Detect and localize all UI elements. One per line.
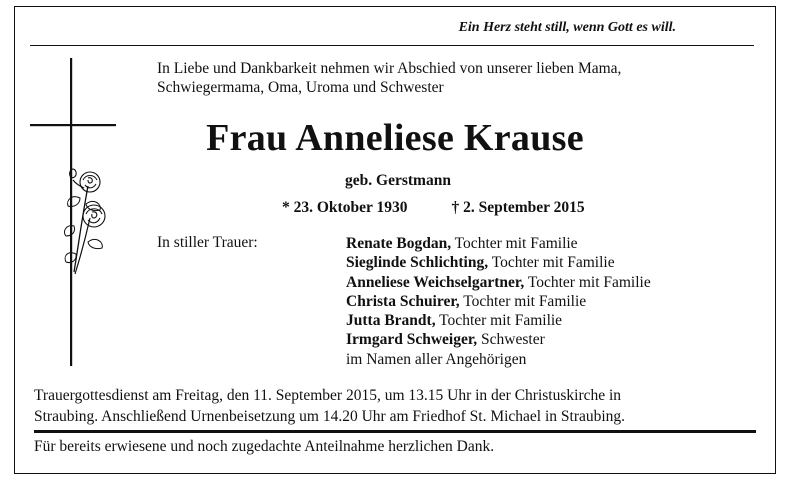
mourner-row bbox=[346, 330, 766, 349]
service-info bbox=[34, 386, 759, 427]
mourning-label: In stiller Trauer: bbox=[157, 234, 258, 251]
mourner-row bbox=[346, 311, 766, 330]
thanks-text: Für bereits erwiesene und noch zugedachte Anteilnahme herzlichen Dank. bbox=[34, 438, 495, 455]
mourner-row bbox=[346, 292, 766, 311]
mourners-list bbox=[346, 234, 766, 369]
deceased-name: Frau Anneliese Krause bbox=[206, 117, 584, 159]
life-dates bbox=[282, 199, 585, 217]
mourner-name: Anneliese Weichselgartner, bbox=[346, 273, 525, 291]
mourner-relation: Tochter mit Familie bbox=[524, 273, 651, 291]
death-date: † 2. September 2015 bbox=[451, 199, 585, 216]
intro-line-2: Schwiegermama, Oma, Uroma und Schwester bbox=[157, 79, 444, 96]
mourner-row bbox=[346, 253, 766, 272]
mourner-relation: Schwester bbox=[477, 331, 545, 349]
mourner-row bbox=[346, 273, 766, 292]
mourner-relation: Tochter mit Familie bbox=[451, 235, 578, 252]
mourner-name: Jutta Brandt, bbox=[346, 312, 436, 330]
top-divider bbox=[30, 45, 754, 46]
bottom-divider bbox=[34, 430, 756, 433]
mourner-relation: Tochter mit Familie bbox=[488, 254, 615, 272]
birth-date: * 23. Oktober 1930 bbox=[282, 199, 408, 216]
intro-line-1: In Liebe und Dankbarkeit nehmen wir Abschied von unserer lieben Mama, bbox=[157, 60, 622, 77]
mourner-relation: Tochter mit Familie bbox=[459, 292, 587, 310]
mourner-row bbox=[346, 234, 766, 253]
service-line-1: Trauergottesdienst am Freitag, den 11. September 2015, um 13.15 Uhr in der Christuskirche in bbox=[34, 387, 622, 404]
mourners-closing: im Namen aller Angehörigen bbox=[346, 350, 527, 368]
maiden-name: geb. Gerstmann bbox=[345, 172, 451, 189]
motto: Ein Herz steht still, wenn Gott es will. bbox=[458, 20, 676, 35]
mourner-name: Renate Bogdan, bbox=[346, 235, 452, 252]
mourner-name: Irmgard Schweiger, bbox=[346, 331, 478, 349]
intro-text bbox=[157, 59, 717, 97]
mourner-name: Christa Schuirer, bbox=[346, 292, 460, 310]
cross-with-roses-icon bbox=[30, 58, 120, 368]
service-line-2: Straubing. Anschließend Urnenbeisetzung um 14.20 Uhr am Friedhof St. Michael in Straubing. bbox=[34, 407, 626, 425]
mourner-relation: Tochter mit Familie bbox=[435, 312, 563, 330]
mourner-name: Sieglinde Schlichting, bbox=[346, 254, 489, 272]
